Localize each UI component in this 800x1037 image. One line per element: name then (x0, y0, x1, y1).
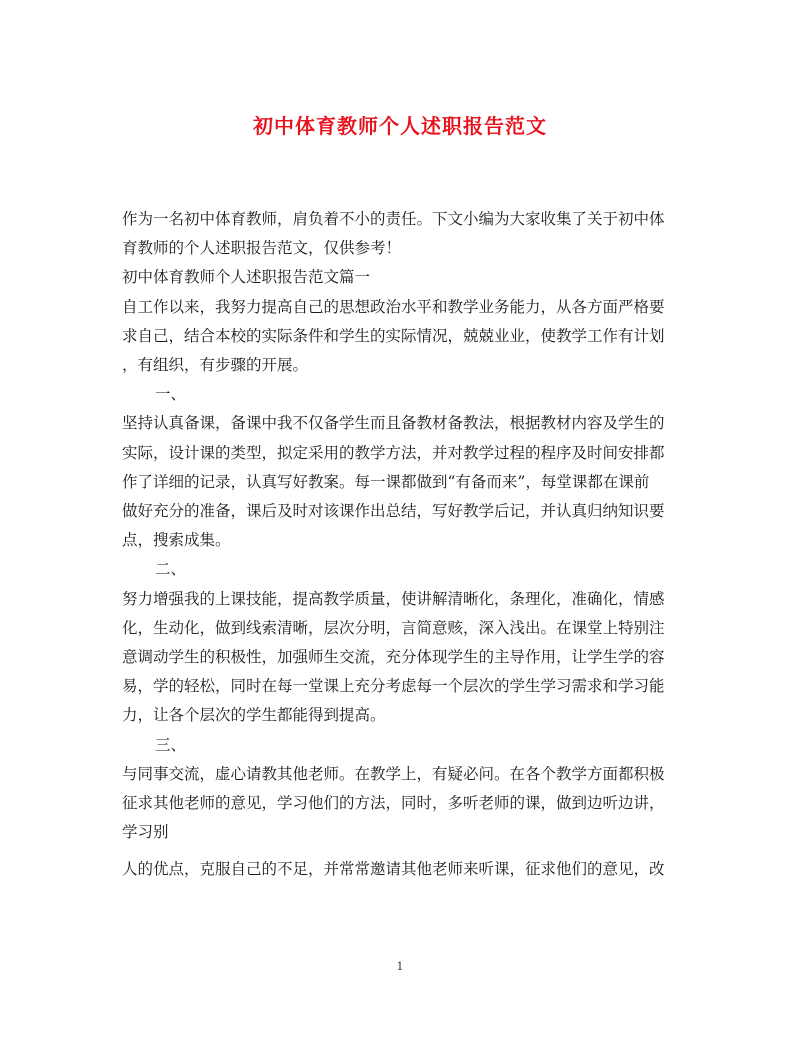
section-heading: 三、 (155, 735, 187, 754)
text-line: 化，生动化，做到线索清晰，层次分明，言简意赅，深入浅出。在课堂上特别注 (122, 618, 665, 637)
text-line: 初中体育教师个人述职报告范文篇一 (122, 268, 371, 287)
section-heading: 一、 (155, 385, 187, 404)
text-line: 实际，设计课的类型，拟定采用的教学方法，并对教学过程的程序及时间安排都 (122, 443, 665, 462)
text-line: 意调动学生的积极性，加强师生交流，充分体现学生的主导作用，让学生学的容 (122, 648, 665, 667)
text-line: 育教师的个人述职报告范文，仅供参考！ (122, 239, 402, 258)
text-line: 与同事交流，虚心请教其他老师。在教学上，有疑必问。在各个教学方面都积极 (122, 764, 665, 783)
body-text-block-1 (122, 205, 678, 847)
text-line: 坚持认真备课，备课中我不仅备学生而且备教材备教法，根据教材内容及学生的 (122, 414, 665, 433)
body-text-block-2 (122, 855, 678, 884)
text-line: 点，搜索成集。 (122, 531, 231, 550)
section-heading: 二、 (155, 560, 187, 579)
text-line: 求自己，结合本校的实际条件和学生的实际情况，兢兢业业，使教学工作有计划 (122, 326, 665, 345)
text-line: 征求其他老师的意见，学习他们的方法，同时，多听老师的课，做到边听边讲， (122, 794, 665, 813)
document-title: 初中体育教师个人述职报告范文 (253, 114, 547, 138)
text-line: 力，让各个层次的学生都能得到提高。 (122, 706, 386, 725)
text-line: 做好充分的准备，课后及时对该课作出总结，写好教学后记，并认真归纳知识要 (122, 502, 665, 521)
text-line: 学习别 (122, 823, 169, 842)
text-line: ，有组织，有步骤的开展。 (122, 356, 309, 375)
text-line: 作了详细的记录，认真写好教案。每一课都做到“有备而来”，每堂课都在课前 (122, 472, 650, 491)
text-line: 作为一名初中体育教师，肩负着不小的责任。下文小编为大家收集了关于初中体 (122, 210, 665, 228)
text-line: 人的优点，克服自己的不足，并常常邀请其他老师来听课，征求他们的意见，改 (122, 860, 665, 878)
text-line: 易，学的轻松，同时在每一堂课上充分考虑每一个层次的学生学习需求和学习能 (122, 677, 665, 696)
text-line: 努力增强我的上课技能，提高教学质量，使讲解清晰化，条理化，准确化，情感 (122, 589, 665, 608)
text-line: 自工作以来，我努力提高自己的思想政治水平和教学业务能力，从各方面严格要 (122, 297, 665, 316)
page-number: 1 (396, 960, 404, 973)
